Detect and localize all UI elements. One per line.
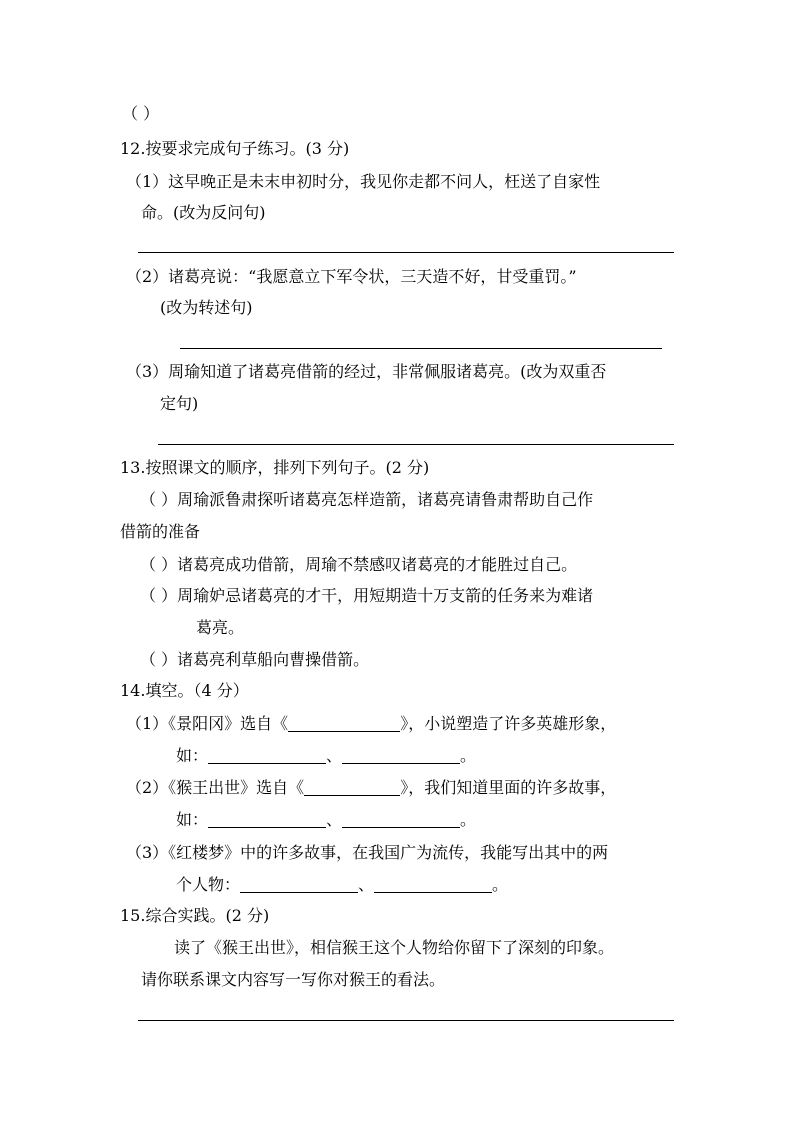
q14-p1-ru: 如： [176, 746, 209, 765]
q14-p3-end: 。 [492, 875, 509, 894]
q14-p3-blank-b[interactable] [374, 876, 492, 893]
q13-item2: （ ）诸葛亮成功借箭，周瑜不禁感叹诸葛亮的才能胜过自己。 [140, 555, 578, 574]
q12-s2-line2: (改为转述句) [160, 298, 253, 317]
q14-p1-suffix: 》，小说塑造了许多英雄形象， [400, 714, 617, 733]
q12-s1-answer-line[interactable] [138, 252, 674, 253]
q12-title: 12.按要求完成句子练习。(3 分) [120, 139, 350, 158]
q13-item4: （ ）诸葛亮利草船向曹操借箭。 [140, 650, 370, 669]
q15-line2: 请你联系课文内容写一写你对猴王的看法。 [141, 970, 446, 989]
q14-p1 [126, 714, 616, 734]
q12-s3-line2: 定句) [160, 394, 199, 413]
q12-s3-line1: （3）周瑜知道了诸葛亮借箭的经过，非常佩服诸葛亮。(改为双重否 [126, 362, 607, 381]
q14-p1-book-blank[interactable] [288, 715, 400, 732]
q14-p2-examples [176, 810, 476, 830]
q14-p2-dun: 、 [326, 810, 343, 829]
q14-p2-end: 。 [460, 810, 477, 829]
q14-p2-book-blank[interactable] [304, 779, 400, 796]
answer-paren: （ ） [122, 104, 160, 123]
q12-s3-answer-line[interactable] [158, 444, 674, 445]
q14-p1-blank-a[interactable] [208, 747, 326, 764]
q12-s2-answer-line[interactable] [180, 348, 662, 349]
q14-p2-blank-a[interactable] [208, 811, 326, 828]
q14-p1-dun: 、 [326, 746, 343, 765]
q14-p2-blank-b[interactable] [342, 811, 460, 828]
q12-s1-line2: 命。(改为反问句) [141, 203, 266, 222]
q13-title: 13.按照课文的顺序，排列下列句子。(2 分) [120, 458, 430, 477]
q12-s1-line1: （1）这早晚正是未末申初时分，我见你走都不问人，枉送了自家性 [126, 172, 601, 191]
q14-p3-line2 [176, 875, 508, 895]
q12-s2-line1: （2）诸葛亮说：“我愿意立下军令状，三天造不好，甘受重罚。” [126, 267, 577, 286]
q15-title: 15.综合实践。(2 分) [120, 906, 270, 925]
q14-p2-suffix: 》，我们知道里面的许多故事， [400, 778, 617, 797]
q14-p3-blank-a[interactable] [240, 876, 358, 893]
q13-item1-line1: （ ）周瑜派鲁肃探听诸葛亮怎样造箭，诸葛亮请鲁肃帮助自己作 [140, 490, 594, 509]
q14-p1-end: 。 [460, 746, 477, 765]
q15-line1: 读了《猴王出世》，相信猴王这个人物给你留下了深刻的印象。 [174, 938, 615, 957]
q14-p1-prefix: （1）《景阳冈》选自《 [126, 714, 289, 733]
q14-p2-ru: 如： [176, 810, 209, 829]
q14-p2-prefix: （2）《猴王出世》选自《 [126, 778, 305, 797]
q14-p2 [126, 778, 616, 798]
q13-item1-line2: 借箭的准备 [120, 522, 201, 541]
q15-answer-line[interactable] [138, 1020, 674, 1021]
q14-p1-examples [176, 746, 476, 766]
q14-title: 14.填空。（4 分） [120, 681, 249, 700]
q13-item3-line1: （ ）周瑜妒忌诸葛亮的才干，用短期造十万支箭的任务来为难诸 [140, 586, 594, 605]
q14-p3-line1: （3）《红楼梦》中的许多故事，在我国广为流传，我能写出其中的两 [126, 843, 609, 862]
q13-item3-line2: 葛亮。 [196, 618, 245, 637]
q14-p3-dun: 、 [358, 875, 375, 894]
q14-p1-blank-b[interactable] [342, 747, 460, 764]
q14-p3-prefix: 个人物： [176, 875, 241, 894]
